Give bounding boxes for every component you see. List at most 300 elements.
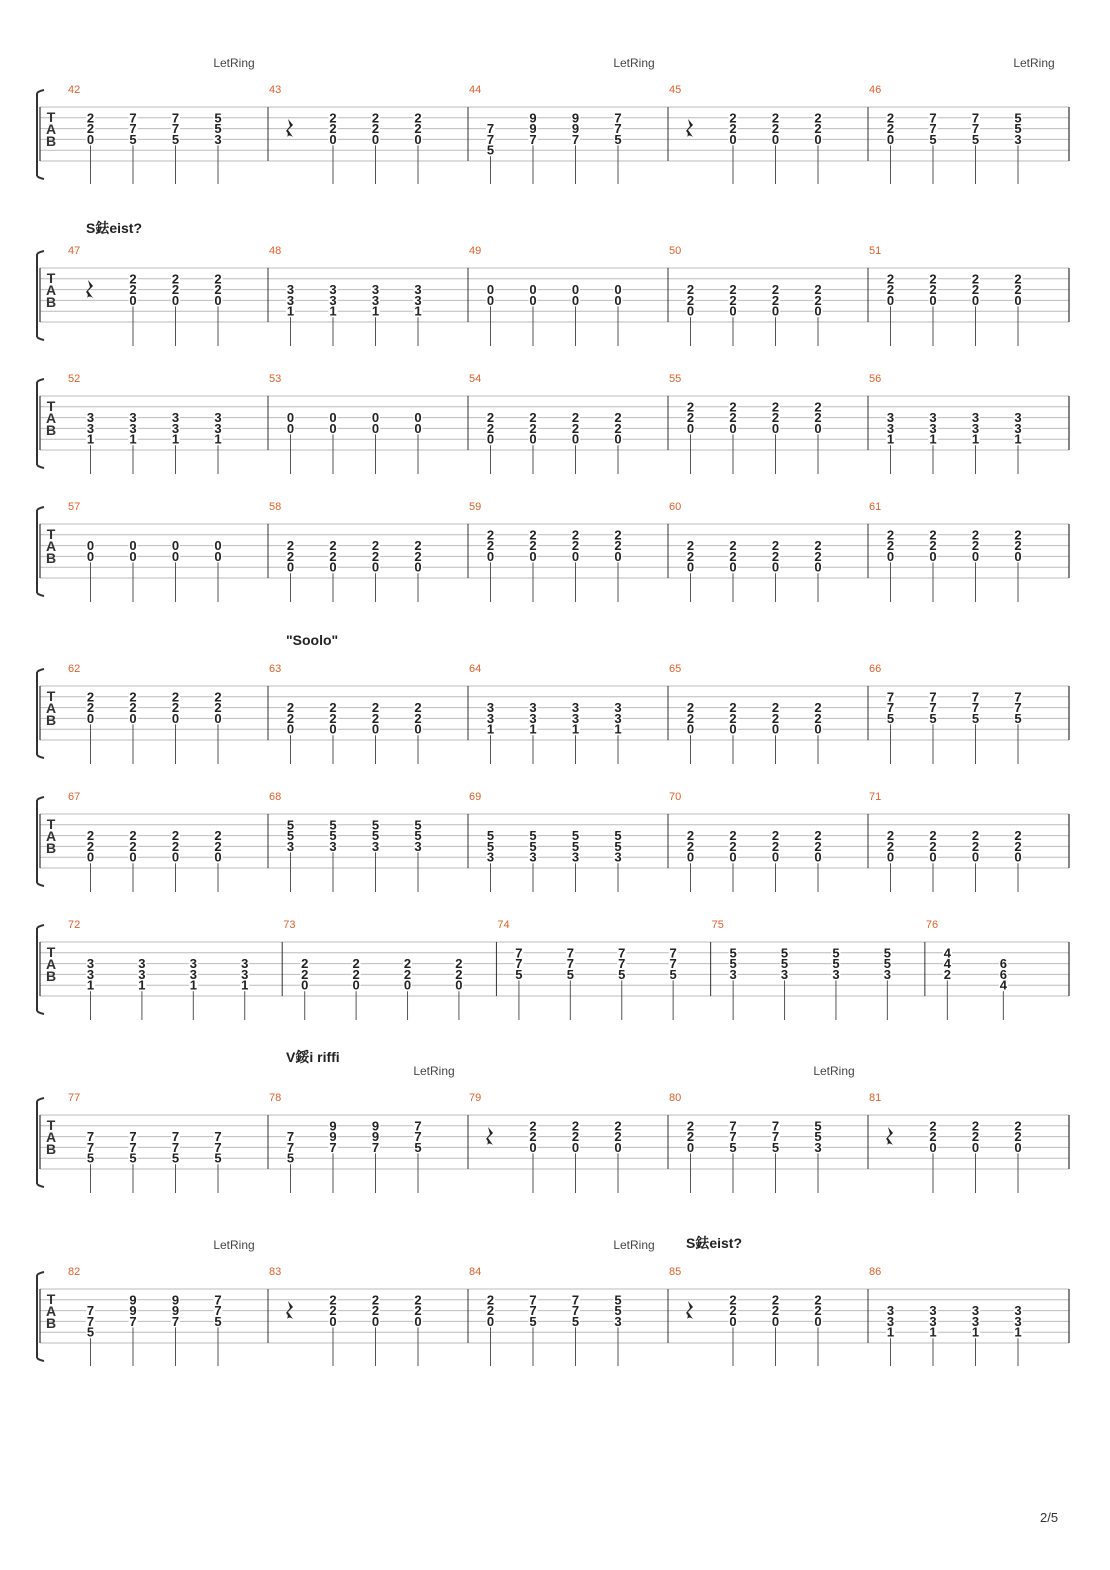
fret-number: 7 [529, 131, 537, 147]
let-ring-label: LetRing [813, 1064, 855, 1078]
fret-number: 1 [286, 303, 295, 319]
fret-number: 7 [515, 956, 523, 972]
fret-number: 0 [529, 548, 537, 564]
fret-number: 2 [86, 121, 95, 137]
fret-number: 7 [86, 1139, 95, 1155]
measure-number: 86 [869, 1266, 882, 1278]
fret-number: 5 [86, 1324, 95, 1340]
fret-number: 3 [614, 1313, 622, 1329]
fret-number: 3 [414, 282, 422, 298]
fret-number: 5 [214, 121, 222, 137]
fret-number: 0 [886, 292, 895, 308]
fret-number: 2 [486, 538, 495, 554]
fret-number: 2 [214, 838, 222, 854]
fret-number: 5 [171, 1150, 180, 1166]
rest-symbol [286, 1301, 293, 1319]
fret-number: 2 [814, 1292, 822, 1308]
fret-number: 5 [614, 1292, 622, 1308]
fret-number: 2 [329, 1303, 337, 1319]
fret-number: 2 [1014, 271, 1022, 287]
fret-number: 2 [414, 548, 422, 564]
fret-number: 3 [138, 966, 146, 982]
fret-number: 2 [455, 956, 463, 972]
let-ring-label: LetRing [413, 1064, 455, 1078]
measure-number: 83 [269, 1266, 282, 1278]
fret-number: 3 [214, 420, 222, 436]
fret-number: 3 [1014, 1313, 1022, 1329]
fret-number: 5 [414, 1139, 422, 1155]
fret-number: 5 [614, 1303, 622, 1319]
fret-number: 2 [486, 410, 495, 426]
system-bracket-top [37, 669, 44, 672]
system-bracket-bottom [37, 176, 44, 179]
fret-number: 0 [414, 1313, 422, 1329]
fret-number: 5 [814, 1118, 822, 1134]
system-bracket-top [37, 251, 44, 254]
fret-number: 7 [929, 121, 937, 137]
fret-number: 0 [686, 1139, 695, 1155]
fret-number: 0 [1014, 1139, 1022, 1155]
fret-number: 3 [86, 420, 95, 436]
system-bracket-bottom [37, 337, 44, 340]
fret-number: 5 [414, 828, 422, 844]
fret-number: 0 [371, 559, 380, 575]
section-label: V鋖i riffi [286, 1049, 340, 1065]
fret-number: 7 [771, 1118, 780, 1134]
tab-system [37, 1272, 1069, 1366]
fret-number: 2 [729, 838, 737, 854]
fret-number: 2 [571, 1129, 580, 1145]
tab-clef-letter: T [46, 526, 56, 542]
fret-number: 2 [529, 410, 537, 426]
fret-number: 2 [171, 700, 180, 716]
fret-number: 1 [886, 431, 895, 447]
fret-number: 0 [329, 410, 337, 426]
fret-number: 2 [686, 548, 695, 564]
fret-number: 1 [1014, 431, 1022, 447]
fret-number: 3 [886, 1313, 895, 1329]
fret-number: 3 [329, 282, 337, 298]
measure-number: 74 [497, 919, 510, 931]
fret-number: 5 [286, 828, 295, 844]
fret-number: 2 [571, 410, 580, 426]
tab-clef-letter: A [45, 700, 57, 716]
fret-number: 2 [686, 828, 695, 844]
tab-clef-letter: T [46, 1117, 56, 1133]
fret-number: 2 [886, 282, 895, 298]
fret-number: 3 [371, 292, 380, 308]
fret-number: 5 [618, 966, 626, 982]
fret-number: 3 [189, 956, 197, 972]
measure-number: 47 [68, 245, 81, 257]
fret-number: 0 [301, 977, 309, 993]
fret-number: 4 [999, 977, 1007, 993]
fret-number: 0 [686, 849, 695, 865]
tab-clef-letter: B [45, 712, 57, 728]
fret-number: 5 [729, 956, 737, 972]
fret-number: 2 [486, 1292, 495, 1308]
fret-number: 0 [171, 548, 180, 564]
tab-clef-letter: B [45, 968, 57, 984]
fret-number: 0 [286, 420, 295, 436]
system-bracket-top [37, 507, 44, 510]
fret-number: 2 [329, 121, 337, 137]
fret-number: 5 [571, 838, 580, 854]
fret-number: 7 [129, 110, 137, 126]
fret-number: 5 [286, 1150, 295, 1166]
fret-number: 5 [832, 945, 840, 961]
fret-number: 5 [1014, 710, 1022, 726]
fret-number: 5 [129, 131, 137, 147]
fret-number: 0 [814, 131, 822, 147]
fret-number: 2 [886, 271, 895, 287]
fret-number: 2 [214, 282, 222, 298]
fret-number: 2 [171, 838, 180, 854]
fret-number: 7 [669, 956, 677, 972]
fret-number: 0 [129, 849, 137, 865]
fret-number: 5 [486, 828, 495, 844]
system-bracket-bottom [37, 883, 44, 886]
fret-number: 0 [371, 410, 380, 426]
fret-number: 2 [371, 1303, 380, 1319]
fret-number: 2 [301, 966, 309, 982]
fret-number: 0 [486, 548, 495, 564]
fret-number: 2 [943, 966, 951, 982]
fret-number: 1 [171, 431, 180, 447]
fret-number: 7 [566, 956, 574, 972]
fret-number: 2 [129, 828, 137, 844]
fret-number: 3 [214, 131, 222, 147]
fret-number: 3 [86, 956, 95, 972]
fret-number: 2 [686, 538, 695, 554]
let-ring-label: LetRing [1013, 56, 1055, 70]
system-bracket-top [37, 1272, 44, 1275]
fret-number: 5 [780, 945, 789, 961]
measure-number: 58 [269, 501, 282, 513]
fret-number: 7 [614, 110, 622, 126]
fret-number: 2 [771, 110, 780, 126]
fret-number: 2 [814, 548, 822, 564]
fret-number: 0 [86, 548, 95, 564]
fret-number: 5 [571, 828, 580, 844]
fret-number: 2 [729, 1292, 737, 1308]
fret-number: 3 [529, 700, 537, 716]
measure-number: 44 [469, 84, 482, 96]
fret-number: 2 [529, 538, 537, 554]
fret-number: 7 [286, 1139, 295, 1155]
fret-number: 2 [886, 828, 895, 844]
measure-number: 45 [669, 84, 682, 96]
fret-number: 5 [486, 142, 495, 158]
fret-number: 3 [614, 710, 622, 726]
fret-number: 3 [729, 966, 737, 982]
fret-number: 0 [771, 1313, 780, 1329]
fret-number: 0 [486, 431, 495, 447]
measure-number: 63 [269, 663, 282, 675]
measure-number: 70 [669, 791, 682, 803]
fret-number: 0 [729, 1313, 737, 1329]
measure-number: 69 [469, 791, 482, 803]
fret-number: 2 [371, 1292, 380, 1308]
fret-number: 7 [614, 121, 622, 137]
fret-number: 2 [771, 1303, 780, 1319]
fret-number: 2 [929, 527, 937, 543]
fret-number: 2 [929, 538, 937, 554]
fret-number: 0 [814, 559, 822, 575]
fret-number: 0 [214, 849, 222, 865]
fret-number: 2 [971, 527, 980, 543]
measure-number: 61 [869, 501, 882, 513]
fret-number: 2 [929, 282, 937, 298]
fret-number: 1 [929, 431, 937, 447]
fret-number: 0 [614, 1139, 622, 1155]
fret-number: 5 [371, 817, 380, 833]
fret-number: 0 [371, 1313, 380, 1329]
fret-number: 0 [171, 538, 180, 554]
fret-number: 2 [371, 710, 380, 726]
fret-number: 2 [371, 110, 380, 126]
fret-number: 2 [1014, 282, 1022, 298]
fret-number: 3 [883, 966, 891, 982]
section-label: S鉣eist? [686, 1235, 743, 1251]
fret-number: 0 [971, 292, 980, 308]
fret-number: 2 [814, 538, 822, 554]
fret-number: 0 [729, 849, 737, 865]
fret-number: 3 [171, 410, 180, 426]
fret-number: 1 [138, 977, 146, 993]
fret-number: 3 [814, 1139, 822, 1155]
measure-number: 51 [869, 245, 882, 257]
fret-number: 9 [171, 1303, 180, 1319]
fret-number: 2 [129, 271, 137, 287]
fret-number: 0 [129, 548, 137, 564]
fret-number: 7 [929, 700, 937, 716]
fret-number: 3 [886, 410, 895, 426]
page-number: 2/5 [1040, 1510, 1059, 1525]
measure-number: 77 [68, 1092, 81, 1104]
fret-number: 5 [729, 945, 737, 961]
fret-number: 5 [529, 838, 537, 854]
rest-symbol [286, 119, 293, 137]
fret-number: 0 [729, 420, 737, 436]
fret-number: 2 [771, 399, 780, 415]
measure-number: 66 [869, 663, 882, 675]
fret-number: 1 [86, 431, 95, 447]
tab-clef-letter: B [45, 133, 57, 149]
fret-number: 2 [971, 282, 980, 298]
rest-symbol [686, 1301, 693, 1319]
fret-number: 2 [686, 838, 695, 854]
fret-number: 7 [571, 1303, 580, 1319]
fret-number: 0 [86, 710, 95, 726]
fret-number: 0 [729, 303, 737, 319]
measure-number: 49 [469, 245, 482, 257]
measure-number: 80 [669, 1092, 682, 1104]
fret-number: 7 [929, 110, 937, 126]
fret-number: 1 [86, 977, 95, 993]
fret-number: 2 [571, 538, 580, 554]
fret-number: 0 [771, 721, 780, 737]
fret-number: 3 [529, 849, 537, 865]
tab-clef-letter: T [46, 688, 56, 704]
fret-number: 0 [486, 292, 495, 308]
fret-number: 2 [614, 410, 622, 426]
fret-number: 0 [771, 131, 780, 147]
fret-number: 2 [614, 527, 622, 543]
fret-number: 2 [729, 282, 737, 298]
fret-number: 5 [883, 956, 891, 972]
fret-number: 7 [414, 1129, 422, 1145]
fret-number: 0 [414, 420, 422, 436]
fret-number: 0 [929, 849, 937, 865]
fret-number: 2 [403, 966, 412, 982]
measure-number: 57 [68, 501, 81, 513]
fret-number: 2 [729, 292, 737, 308]
measure-number: 56 [869, 373, 882, 385]
fret-number: 3 [486, 700, 495, 716]
tab-clef-letter: T [46, 1291, 56, 1307]
measure-number: 42 [68, 84, 81, 96]
fret-number: 2 [686, 710, 695, 726]
fret-number: 3 [886, 1303, 895, 1319]
fret-number: 7 [414, 1118, 422, 1134]
fret-number: 2 [301, 956, 309, 972]
fret-number: 5 [571, 1313, 580, 1329]
fret-number: 7 [729, 1129, 737, 1145]
fret-number: 2 [771, 292, 780, 308]
fret-number: 3 [529, 710, 537, 726]
system-bracket-bottom [37, 1184, 44, 1187]
fret-number: 7 [971, 689, 980, 705]
fret-number: 2 [814, 292, 822, 308]
fret-number: 2 [486, 420, 495, 436]
fret-number: 2 [814, 828, 822, 844]
fret-number: 0 [614, 292, 622, 308]
fret-number: 2 [929, 838, 937, 854]
fret-number: 0 [352, 977, 360, 993]
section-label: S鉣eist? [86, 220, 143, 236]
fret-number: 1 [571, 721, 580, 737]
fret-number: 2 [414, 1292, 422, 1308]
tab-clef-letter: B [45, 1141, 57, 1157]
fret-number: 1 [486, 721, 495, 737]
fret-number: 2 [686, 399, 695, 415]
fret-number: 3 [971, 1303, 980, 1319]
fret-number: 7 [529, 1292, 537, 1308]
fret-number: 0 [486, 1313, 495, 1329]
fret-number: 2 [886, 838, 895, 854]
fret-number: 0 [1014, 548, 1022, 564]
fret-number: 2 [929, 828, 937, 844]
fret-number: 2 [86, 838, 95, 854]
fret-number: 2 [286, 538, 295, 554]
fret-number: 2 [686, 282, 695, 298]
fret-number: 2 [729, 548, 737, 564]
fret-number: 3 [614, 849, 622, 865]
system-bracket-top [37, 925, 44, 928]
fret-number: 3 [86, 966, 95, 982]
fret-number: 7 [571, 1292, 580, 1308]
fret-number: 2 [929, 271, 937, 287]
fret-number: 2 [329, 700, 337, 716]
fret-number: 9 [371, 1118, 380, 1134]
fret-number: 0 [1014, 849, 1022, 865]
fret-number: 2 [614, 538, 622, 554]
fret-number: 7 [618, 956, 626, 972]
fret-number: 2 [614, 1118, 622, 1134]
fret-number: 9 [171, 1292, 180, 1308]
fret-number: 7 [618, 945, 626, 961]
tab-system [37, 507, 1069, 602]
fret-number: 2 [771, 700, 780, 716]
fret-number: 0 [329, 1313, 337, 1329]
fret-number: 2 [686, 410, 695, 426]
fret-number: 3 [929, 420, 937, 436]
fret-number: 0 [414, 410, 422, 426]
fret-number: 5 [214, 1150, 222, 1166]
fret-number: 2 [729, 1303, 737, 1319]
tab-clef-letter: A [45, 1303, 57, 1319]
fret-number: 9 [571, 121, 580, 137]
tab-clef-letter: B [45, 294, 57, 310]
fret-number: 2 [214, 271, 222, 287]
fret-number: 2 [329, 548, 337, 564]
tab-clef-letter: T [46, 816, 56, 832]
fret-number: 2 [771, 121, 780, 137]
fret-number: 0 [686, 721, 695, 737]
fret-number: 7 [86, 1303, 95, 1319]
fret-number: 2 [171, 828, 180, 844]
fret-number: 7 [129, 1139, 137, 1155]
fret-number: 0 [414, 721, 422, 737]
tab-clef-letter: B [45, 422, 57, 438]
fret-number: 2 [886, 538, 895, 554]
fret-number: 2 [352, 956, 360, 972]
fret-number: 3 [129, 410, 137, 426]
fret-number: 5 [214, 110, 222, 126]
fret-number: 0 [571, 548, 580, 564]
fret-number: 2 [414, 110, 422, 126]
fret-number: 2 [929, 1129, 937, 1145]
fret-number: 0 [286, 410, 295, 426]
fret-number: 7 [971, 110, 980, 126]
measure-number: 68 [269, 791, 282, 803]
fret-number: 2 [86, 828, 95, 844]
fret-number: 7 [171, 1129, 180, 1145]
fret-number: 0 [729, 131, 737, 147]
fret-number: 2 [571, 527, 580, 543]
fret-number: 2 [814, 700, 822, 716]
fret-number: 2 [771, 410, 780, 426]
fret-number: 7 [329, 1139, 337, 1155]
fret-number: 3 [138, 956, 146, 972]
fret-number: 3 [614, 700, 622, 716]
fret-number: 0 [171, 292, 180, 308]
fret-number: 2 [1014, 527, 1022, 543]
fret-number: 0 [886, 849, 895, 865]
fret-number: 2 [686, 1129, 695, 1145]
fret-number: 2 [214, 828, 222, 844]
system-bracket-top [37, 90, 44, 93]
fret-number: 0 [129, 538, 137, 554]
fret-number: 2 [1014, 538, 1022, 554]
section-label: "Soolo" [286, 632, 339, 648]
fret-number: 2 [1014, 1118, 1022, 1134]
system-bracket-bottom [37, 593, 44, 596]
fret-number: 0 [486, 282, 495, 298]
fret-number: 0 [814, 1313, 822, 1329]
fret-number: 3 [129, 420, 137, 436]
